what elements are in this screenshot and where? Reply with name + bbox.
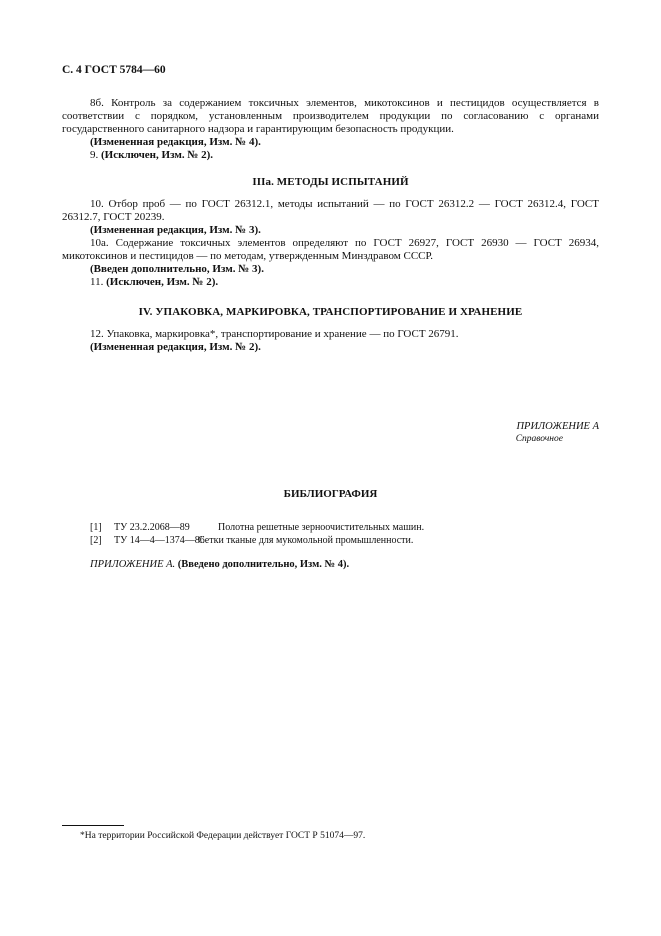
bibliography-ref: [1] bbox=[90, 522, 102, 533]
paragraph-12: 12. Упаковка, маркировка*, транспортирование и хранение — по ГОСТ 26791. bbox=[90, 328, 459, 340]
section-4-title: IV. УПАКОВКА, МАРКИРОВКА, ТРАНСПОРТИРОВАНИЕ И ХРАНЕНИЕ bbox=[138, 306, 523, 318]
section-3-content bbox=[62, 97, 599, 162]
appendix-note-label: ПРИЛОЖЕНИЕ А. bbox=[90, 559, 176, 570]
bibliography-doc: ТУ 23.2.2068—89 bbox=[114, 522, 190, 533]
page-header: С. 4 ГОСТ 5784—60 bbox=[62, 64, 166, 76]
paragraph-12-amendment: (Измененная редакция, Изм. № 2). bbox=[90, 341, 261, 353]
section-3a-title: IIIа. МЕТОДЫ ИСПЫТАНИЙ bbox=[252, 176, 409, 188]
paragraph-9: 9. (Исключен, Изм. № 2). bbox=[90, 149, 214, 161]
paragraph-10a: 10а. Содержание токсичных элементов определяют по ГОСТ 26927, ГОСТ 26930 — ГОСТ 26934, микотоксинов и пестицидов — по методам, утвержденным Минздравом СССР. bbox=[62, 237, 599, 262]
bibliography-ref: [2] bbox=[90, 535, 102, 546]
paragraph-8b: 8б. Контроль за содержанием токсичных элементов, микотоксинов и пестицидов осуществляется в соответствии с порядком, установленным производителем продукции по согласованию с органами государственного санитарного надзора и гарантирующим безопасность продукции. bbox=[62, 97, 599, 135]
footnote-divider bbox=[62, 825, 124, 826]
bibliography-desc: Сетки тканые для мукомольной промышленности. bbox=[198, 535, 414, 546]
paragraph-8b-amendment: (Измененная редакция, Изм. № 4). bbox=[90, 136, 261, 148]
bibliography-entry bbox=[90, 521, 424, 534]
excluded-note: (Исключен, Изм. № 2). bbox=[106, 276, 219, 288]
bibliography-desc: Полотна решетные зерноочистительных машин. bbox=[218, 522, 425, 533]
appendix-subtitle: Справочное bbox=[515, 434, 563, 444]
paragraph-11: 11. (Исключен, Изм. № 2). bbox=[90, 276, 219, 288]
footnote: *На территории Российской Федерации действует ГОСТ Р 51074—97. bbox=[80, 831, 366, 841]
paragraph-10: 10. Отбор проб — по ГОСТ 26312.1, методы испытаний — по ГОСТ 26312.2 — ГОСТ 26312.4, ГОСТ 26312.7, ГОСТ 20239. bbox=[62, 198, 599, 223]
appendix-note bbox=[90, 558, 349, 571]
excluded-note: (Исключен, Изм. № 2). bbox=[101, 149, 214, 161]
bibliography-doc: ТУ 14—4—1374—86 bbox=[114, 535, 205, 546]
bibliography-entry bbox=[90, 534, 413, 547]
bibliography-title: БИБЛИОГРАФИЯ bbox=[283, 488, 378, 500]
appendix-note-text: (Введено дополнительно, Изм. № 4). bbox=[177, 559, 350, 570]
section-4-content bbox=[62, 328, 599, 354]
appendix-title: ПРИЛОЖЕНИЕ А bbox=[516, 421, 599, 432]
paragraph-10a-amendment: (Введен дополнительно, Изм. № 3). bbox=[90, 263, 264, 275]
paragraph-10-amendment: (Измененная редакция, Изм. № 3). bbox=[90, 224, 261, 236]
section-3a-content bbox=[62, 198, 599, 289]
